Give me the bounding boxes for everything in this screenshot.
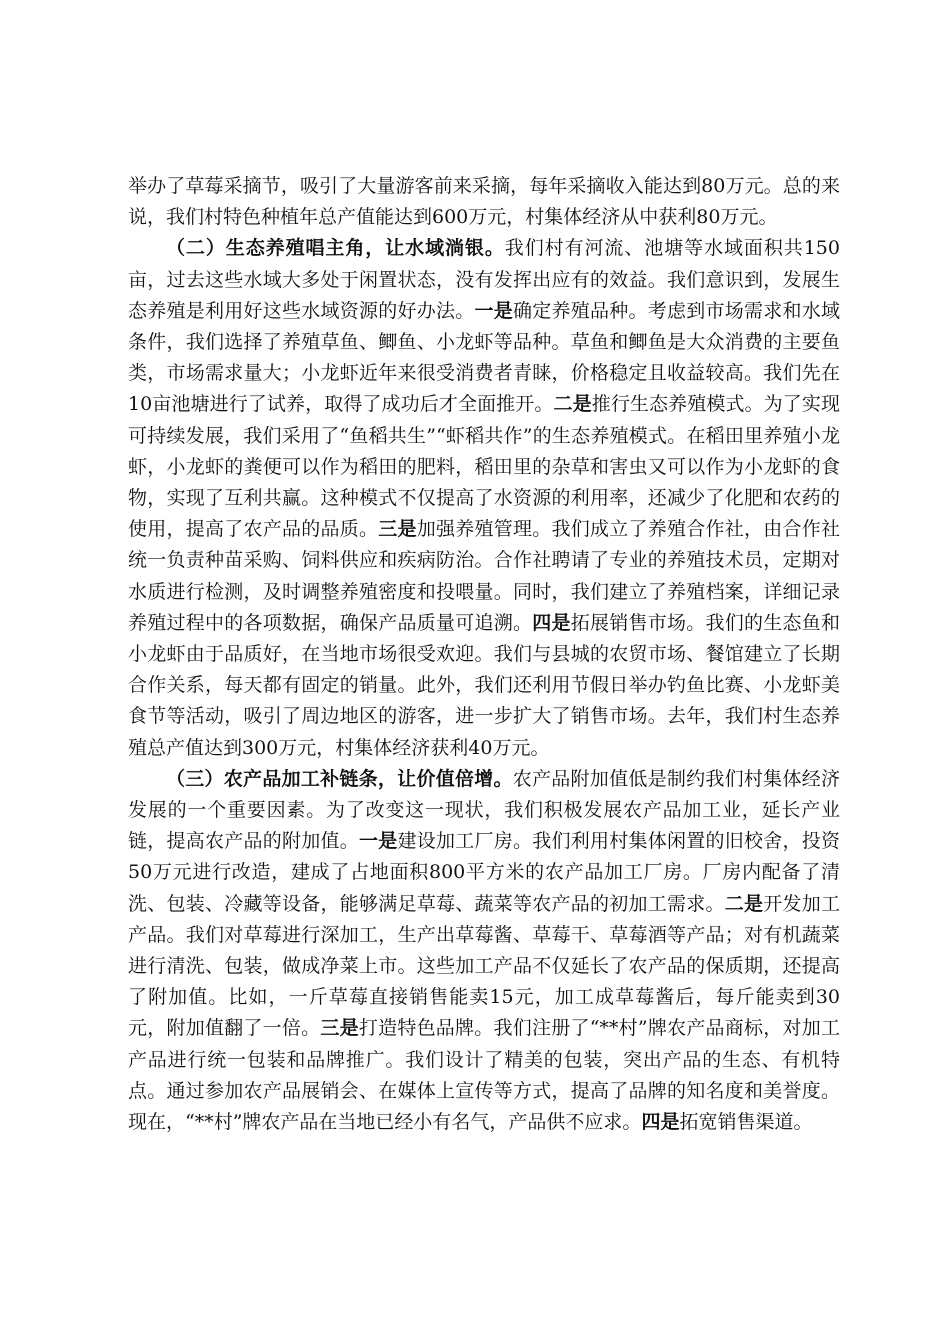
paragraph-3-text-2: 建设加工厂房。我们利用村集体闲置的旧校舍，投资50万元进行改造，建成了占地面积800平方米的农产品加工厂房。厂房内配备了清洗、包装、冷藏等设备，能够满足草莓、蔬菜等农产品的初加工需求。 xyxy=(128,830,840,915)
paragraph-3-keyword-2: 二是 xyxy=(724,892,764,915)
paragraph-3-keyword-4: 四是 xyxy=(641,1111,680,1134)
paragraph-2-text-5: 拓展销售市场。我们的生态鱼和小龙虾由于品质好，在当地市场很受欢迎。我们与县城的农贸市场、餐馆建立了长期合作关系，每天都有固定的销量。此外，我们还利用节假日举办钓鱼比赛、小龙虾美食节等活动，吸引了周边地区的游客，进一步扩大了销售市场。去年，我们村生态养殖总产值达到300万元，村集体经济获利40万元。 xyxy=(128,611,840,759)
paragraph-2-keyword-2: 二是 xyxy=(553,393,592,416)
paragraph-2-text-1: 我们村有河流、池塘等水域面积共150亩，过去这些水域大多处于闲置状态，没有发挥出应有的效益。我们意识到，发展生态养殖是利用好这些水域资源的好办法。 xyxy=(128,237,840,322)
paragraph-2-keyword-3: 三是 xyxy=(378,518,417,541)
paragraph-2-keyword-4: 四是 xyxy=(532,611,571,634)
paragraph-2-text-2: 确定养殖品种。考虑到市场需求和水域条件，我们选择了养殖草鱼、鲫鱼、小龙虾等品种。草鱼和鲫鱼是大众消费的主要鱼类，市场需求量大；小龙虾近年来很受消费者青睐，价格稳定且收益较高。我们先在10亩池塘进行了试养，取得了成功后才全面推开。 xyxy=(128,299,840,416)
paragraph-3-text-1: 农产品附加值低是制约我们村集体经济发展的一个重要因素。为了改变这一现状，我们积极发展农产品加工业，延长产业链，提高农产品的附加值。 xyxy=(128,767,840,853)
paragraph-2-text-3: 推行生态养殖模式。为了实现可持续发展，我们采用了“鱼稻共生”“虾稻共作”的生态养殖模式。在稻田里养殖小龙虾，小龙虾的粪便可以作为稻田的肥料，稻田里的杂草和害虫又可以作为小龙虾的食物，实现了互利共赢。这种模式不仅提高了水资源的利用率，还减少了化肥和农药的使用，提高了农产品的品质。 xyxy=(128,393,840,541)
paragraph-1 xyxy=(128,171,840,233)
document-body xyxy=(128,171,840,1138)
paragraph-3 xyxy=(128,764,840,1138)
section-heading-2: （二）生态养殖唱主角，让水域淌银。 xyxy=(166,237,505,260)
paragraph-3-text-3: 开发加工产品。我们对草莓进行深加工，生产出草莓酱、草莓干、草莓酒等产品；对有机蔬菜进行清洗、包装，做成净菜上市。这些加工产品不仅延长了农产品的保质期，还提高了附加值。比如，一斤草莓直接销售能卖15元，加工成草莓酱后，每斤能卖到30元，附加值翻了一倍。 xyxy=(128,892,840,1040)
paragraph-2-text-4: 加强养殖管理。我们成立了养殖合作社，由合作社统一负责种苗采购、饲料供应和疾病防治。合作社聘请了专业的养殖技术员，定期对水质进行检测，及时调整养殖密度和投喂量。同时，我们建立了养殖档案，详细记录养殖过程中的各项数据，确保产品质量可追溯。 xyxy=(128,518,840,634)
paragraph-2-keyword-1: 一是 xyxy=(474,299,513,322)
paragraph-3-text-4: 打造特色品牌。我们注册了“**村”牌农产品商标，对加工产品进行统一包装和品牌推广。我们设计了精美的包装，突出产品的生态、有机特点。通过参加农产品展销会、在媒体上宣传等方式，提高了品牌的知名度和美誉度。现在，“**村”牌农产品在当地已经小有名气，产品供不应求。 xyxy=(128,1017,840,1134)
paragraph-3-text-5: 拓宽销售渠道。 xyxy=(679,1111,813,1134)
paragraph-3-keyword-1: 一是 xyxy=(359,830,398,853)
paragraph-3-keyword-3: 三是 xyxy=(320,1017,359,1040)
paragraph-2 xyxy=(128,233,840,763)
paragraph-1-text: 举办了草莓采摘节，吸引了大量游客前来采摘，每年采摘收入能达到80万元。总的来说，我们村特色种植年总产值能达到600万元，村集体经济从中获利80万元。 xyxy=(128,175,840,229)
section-heading-3: （三）农产品加工补链条，让价值倍增。 xyxy=(166,767,513,790)
